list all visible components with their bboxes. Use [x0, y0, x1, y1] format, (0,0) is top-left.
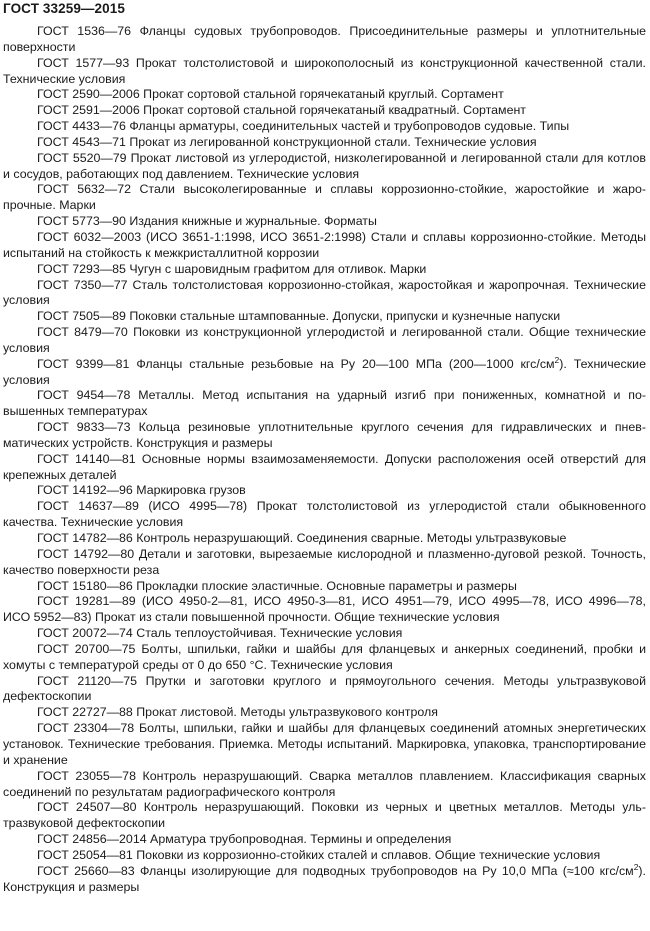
reference-item: ГОСТ 20072—74 Сталь теплоустойчивая. Технические условия: [37, 626, 403, 641]
reference-item: ГОСТ 14140—81 Основные нормы взаимозаменяемости. Допуски расположения осей отверстий для крепежных деталей: [3, 451, 646, 482]
reference-item: ГОСТ 4543—71 Прокат из легированной конструкционной стали. Технические условия: [37, 134, 537, 149]
reference-item: ГОСТ 25054—81 Поковки из коррозионно-стойких сталей и сплавов. Общие технические условия: [37, 847, 601, 862]
reference-item: ГОСТ 19281—89 (ИСО 4950-2—81, ИСО 4950-3—81, ИСО 4951—79, ИСО 4995—78, ИСО 4996—78, ИСО 5952—83) Прокат из стали повышенной прочности. Общие технические условия: [3, 594, 646, 625]
reference-item: ГОСТ 6032—2003 (ИСО 3651-1:1998, ИСО 3651-2:1998) Стали и сплавы коррозионно-стойкие. Методы испытаний на стойкость к межкристаллитной коррозии: [3, 229, 646, 260]
reference-item: ГОСТ 23304—78 Болты, шпильки, гайки и шайбы для фланцевых соединений атомных энергетических установок. Технические требования. Приемка. Методы испытаний. Маркировка, упаковка, транспортирование и хранение: [3, 721, 646, 767]
reference-item: ГОСТ 24856—2014 Арматура трубопроводная. Термины и определения: [37, 832, 452, 847]
reference-item: ГОСТ 14637—89 (ИСО 4995—78) Прокат толстолистовой из углеродистой стали обыкновенного качества. Технические условия: [3, 499, 646, 530]
reference-item: ГОСТ 23055—78 Контроль неразрушающий. Сварка металлов плавлением. Классификация сварных соединений по результатам радиографического контроля: [3, 768, 646, 799]
reference-item: ГОСТ 1536—76 Фланцы судовых трубопроводов. Присоединительные размеры и уплотнительные поверхности: [3, 24, 646, 54]
reference-item: ГОСТ 15180—86 Прокладки плоские эластичные. Основные параметры и размеры: [37, 578, 517, 593]
reference-item: ГОСТ 14192—96 Маркировка грузов: [37, 483, 246, 498]
reference-item: ГОСТ 9399—81 Фланцы стальные резьбовые на Ру 20—100 МПа (200—1000 кгс/$см^2$). Технические условия: [3, 354, 646, 387]
reference-item: ГОСТ 5773—90 Издания книжные и журнальные. Форматы: [37, 214, 377, 229]
reference-item: ГОСТ 7505—89 Поковки стальные штампованные. Допуски, припуски и кузнечные напуски: [37, 309, 561, 324]
reference-item: ГОСТ 7293—85 Чугун с шаровидным графитом для отливок. Марки: [37, 261, 427, 276]
reference-item: ГОСТ 4433—76 Фланцы арматуры, соединительных частей и трубопроводов судовые. Типы: [37, 119, 570, 134]
reference-item: ГОСТ 20700—75 Болты, шпильки, гайки и шайбы для фланцевых и анкерных соединений, пробки и хомуты с температурой среды от 0 до 650 °С. Технические условия: [3, 641, 646, 672]
reference-item: ГОСТ 14792—80 Детали и заготовки, вырезаемые кислородной и плазменно-дуговой резкой. Точность, качество поверхности реза: [3, 546, 646, 577]
reference-item: ГОСТ 5632—72 Стали высоколегированные и сплавы коррозионно-стойкие, жаростойкие и жаропрочные. Марки: [3, 182, 646, 213]
reference-item: ГОСТ 5520—79 Прокат листовой из углеродистой, низколегированной и легированной стали для котлов и сосудов, работающих под давлением. Технические условия: [3, 150, 646, 181]
document-title: ГОСТ 33259—2015: [3, 1, 125, 16]
reference-item: ГОСТ 7350—77 Сталь толстолистовая коррозионно-стойкая, жаростойкая и жаропрочная. Технические условия: [3, 277, 646, 308]
reference-item: ГОСТ 1577—93 Прокат толстолистовой и широкополосный из конструкционной качественной стали. Технические условия: [3, 55, 646, 86]
reference-item: ГОСТ 9454—78 Металлы. Метод испытания на ударный изгиб при пониженных, комнатной и повышенных температурах: [3, 388, 646, 419]
page-header: [3, 1, 125, 16]
reference-item: ГОСТ 14782—86 Контроль неразрушающий. Соединения сварные. Методы ультразвуковые: [37, 531, 567, 545]
reference-item: ГОСТ 25660—83 Фланцы изолирующие для подводных трубопроводов на Ру 10,0 МПа (≈100 кгс/$см^2$). Конструкция и размеры: [3, 861, 646, 894]
superscript: 2: [554, 354, 560, 365]
reference-item: ГОСТ 2591—2006 Прокат сортовой стальной горячекатаный квадратный. Сортамент: [37, 103, 526, 118]
reference-item: ГОСТ 21120—75 Прутки и заготовки круглого и прямоугольного сечения. Методы ультразвуковой дефектоскопии: [3, 673, 646, 704]
reference-item: ГОСТ 8479—70 Поковки из конструкционной углеродистой и легированной стали. Общие технические условия: [3, 325, 646, 355]
reference-item: ГОСТ 24507—80 Контроль неразрушающий. Поковки из черных и цветных металлов. Методы ультразвуковой дефектоскопии: [3, 800, 646, 831]
reference-item: ГОСТ 22727—88 Прокат листовой. Методы ультразвукового контроля: [37, 705, 438, 720]
normative-references-list: [3, 24, 646, 895]
reference-item: ГОСТ 9833—73 Кольца резиновые уплотнительные круглого сечения для гидравлических и пневматических устройств. Конструкция и размеры: [3, 420, 646, 450]
reference-item: ГОСТ 2590—2006 Прокат сортовой стальной горячекатаный круглый. Сортамент: [37, 87, 504, 102]
superscript: 2: [633, 861, 639, 872]
